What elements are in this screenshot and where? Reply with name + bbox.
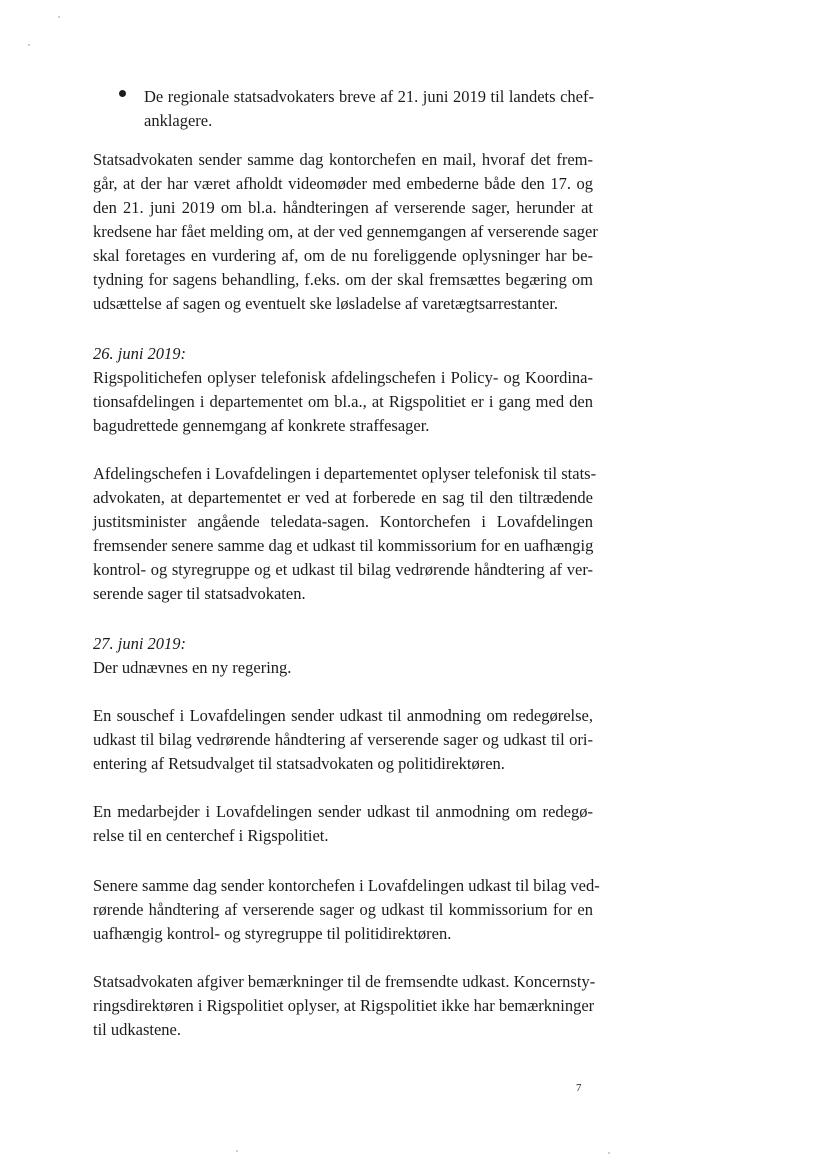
paragraph-line: fremsender senere samme dag et udkast til kommissorium for en uafhængig (93, 536, 594, 555)
paragraph-line: tydning for sagens behandling, f.eks. om der skal fremsættes begæring om (93, 270, 593, 289)
paragraph-line: rørende håndtering af verserende sager og udkast til kommissorium for en (93, 900, 593, 919)
paragraph-line: relse til en centerchef i Rigspolitiet. (93, 826, 329, 845)
paragraph-line: til udkastene. (93, 1020, 181, 1039)
paragraph-line: kredsene har fået melding om, at der ved gennemgangen af verserende sager (93, 222, 598, 241)
date-heading: 27. juni 2019: (93, 634, 187, 653)
paragraph-line: Senere samme dag sender kontorchefen i Lovafdelingen udkast til bilag ved- (93, 876, 600, 895)
page-number: 7 (576, 1082, 582, 1094)
paragraph-line: bagudrettede gennemgang af konkrete straffesager. (93, 416, 430, 435)
scan-speck (58, 16, 60, 18)
scan-speck (28, 44, 30, 46)
paragraph-line: Afdelingschefen i Lovafdelingen i departementet oplyser telefonisk til stats- (93, 464, 597, 483)
bullet-text-line: De regionale statsadvokaters breve af 21. juni 2019 til landets chef- (144, 87, 594, 106)
paragraph-line: går, at der har været afholdt videomøder med embederne både den 17. og (93, 174, 593, 193)
paragraph-line: Statsadvokaten sender samme dag kontorchefen en mail, hvoraf det frem- (93, 150, 593, 169)
paragraph-line: justitsminister angående teledata-sagen. Kontorchefen i Lovafdelingen (93, 512, 593, 531)
scan-speck (608, 1152, 610, 1154)
paragraph-line: En souschef i Lovafdelingen sender udkast til anmodning om redegørelse, (93, 706, 593, 725)
paragraph-line: udsættelse af sagen og eventuelt ske løsladelse af varetægtsarrestanter. (93, 294, 559, 313)
paragraph-line: serende sager til statsadvokaten. (93, 584, 306, 603)
paragraph-line: Rigspolitichefen oplyser telefonisk afdelingschefen i Policy- og Koordina- (93, 368, 593, 387)
paragraph-line: advokaten, at departementet er ved at forberede en sag til den tiltrædende (93, 488, 593, 507)
paragraph-line: Statsadvokaten afgiver bemærkninger til de fremsendte udkast. Koncernsty- (93, 972, 596, 991)
paragraph-line: Der udnævnes en ny regering. (93, 658, 292, 677)
paragraph-line: den 21. juni 2019 om bl.a. håndteringen af verserende sager, herunder at (93, 198, 593, 217)
paragraph-line: tionsafdelingen i departementet om bl.a., at Rigspolitiet er i gang med den (93, 392, 593, 411)
paragraph-line: En medarbejder i Lovafdelingen sender udkast til anmodning om redegø- (93, 802, 593, 821)
date-heading: 26. juni 2019: (93, 344, 187, 363)
paragraph-line: entering af Retsudvalget til statsadvokaten og politidirektøren. (93, 754, 505, 773)
paragraph-line: udkast til bilag vedrørende håndtering af verserende sager og udkast til ori- (93, 730, 593, 749)
paragraph-line: uafhængig kontrol- og styregruppe til politidirektøren. (93, 924, 452, 943)
scan-speck (236, 1150, 238, 1152)
bullet-icon (119, 90, 126, 97)
paragraph-line: ringsdirektøren i Rigspolitiet oplyser, at Rigspolitiet ikke har bemærkninger (93, 996, 595, 1015)
paragraph-line: skal foretages en vurdering af, om de nu foreliggende oplysninger har be- (93, 246, 593, 265)
bullet-text-line: anklagere. (144, 111, 213, 130)
paragraph-line: kontrol- og styregruppe og et udkast til bilag vedrørende håndtering af ver- (93, 560, 593, 579)
